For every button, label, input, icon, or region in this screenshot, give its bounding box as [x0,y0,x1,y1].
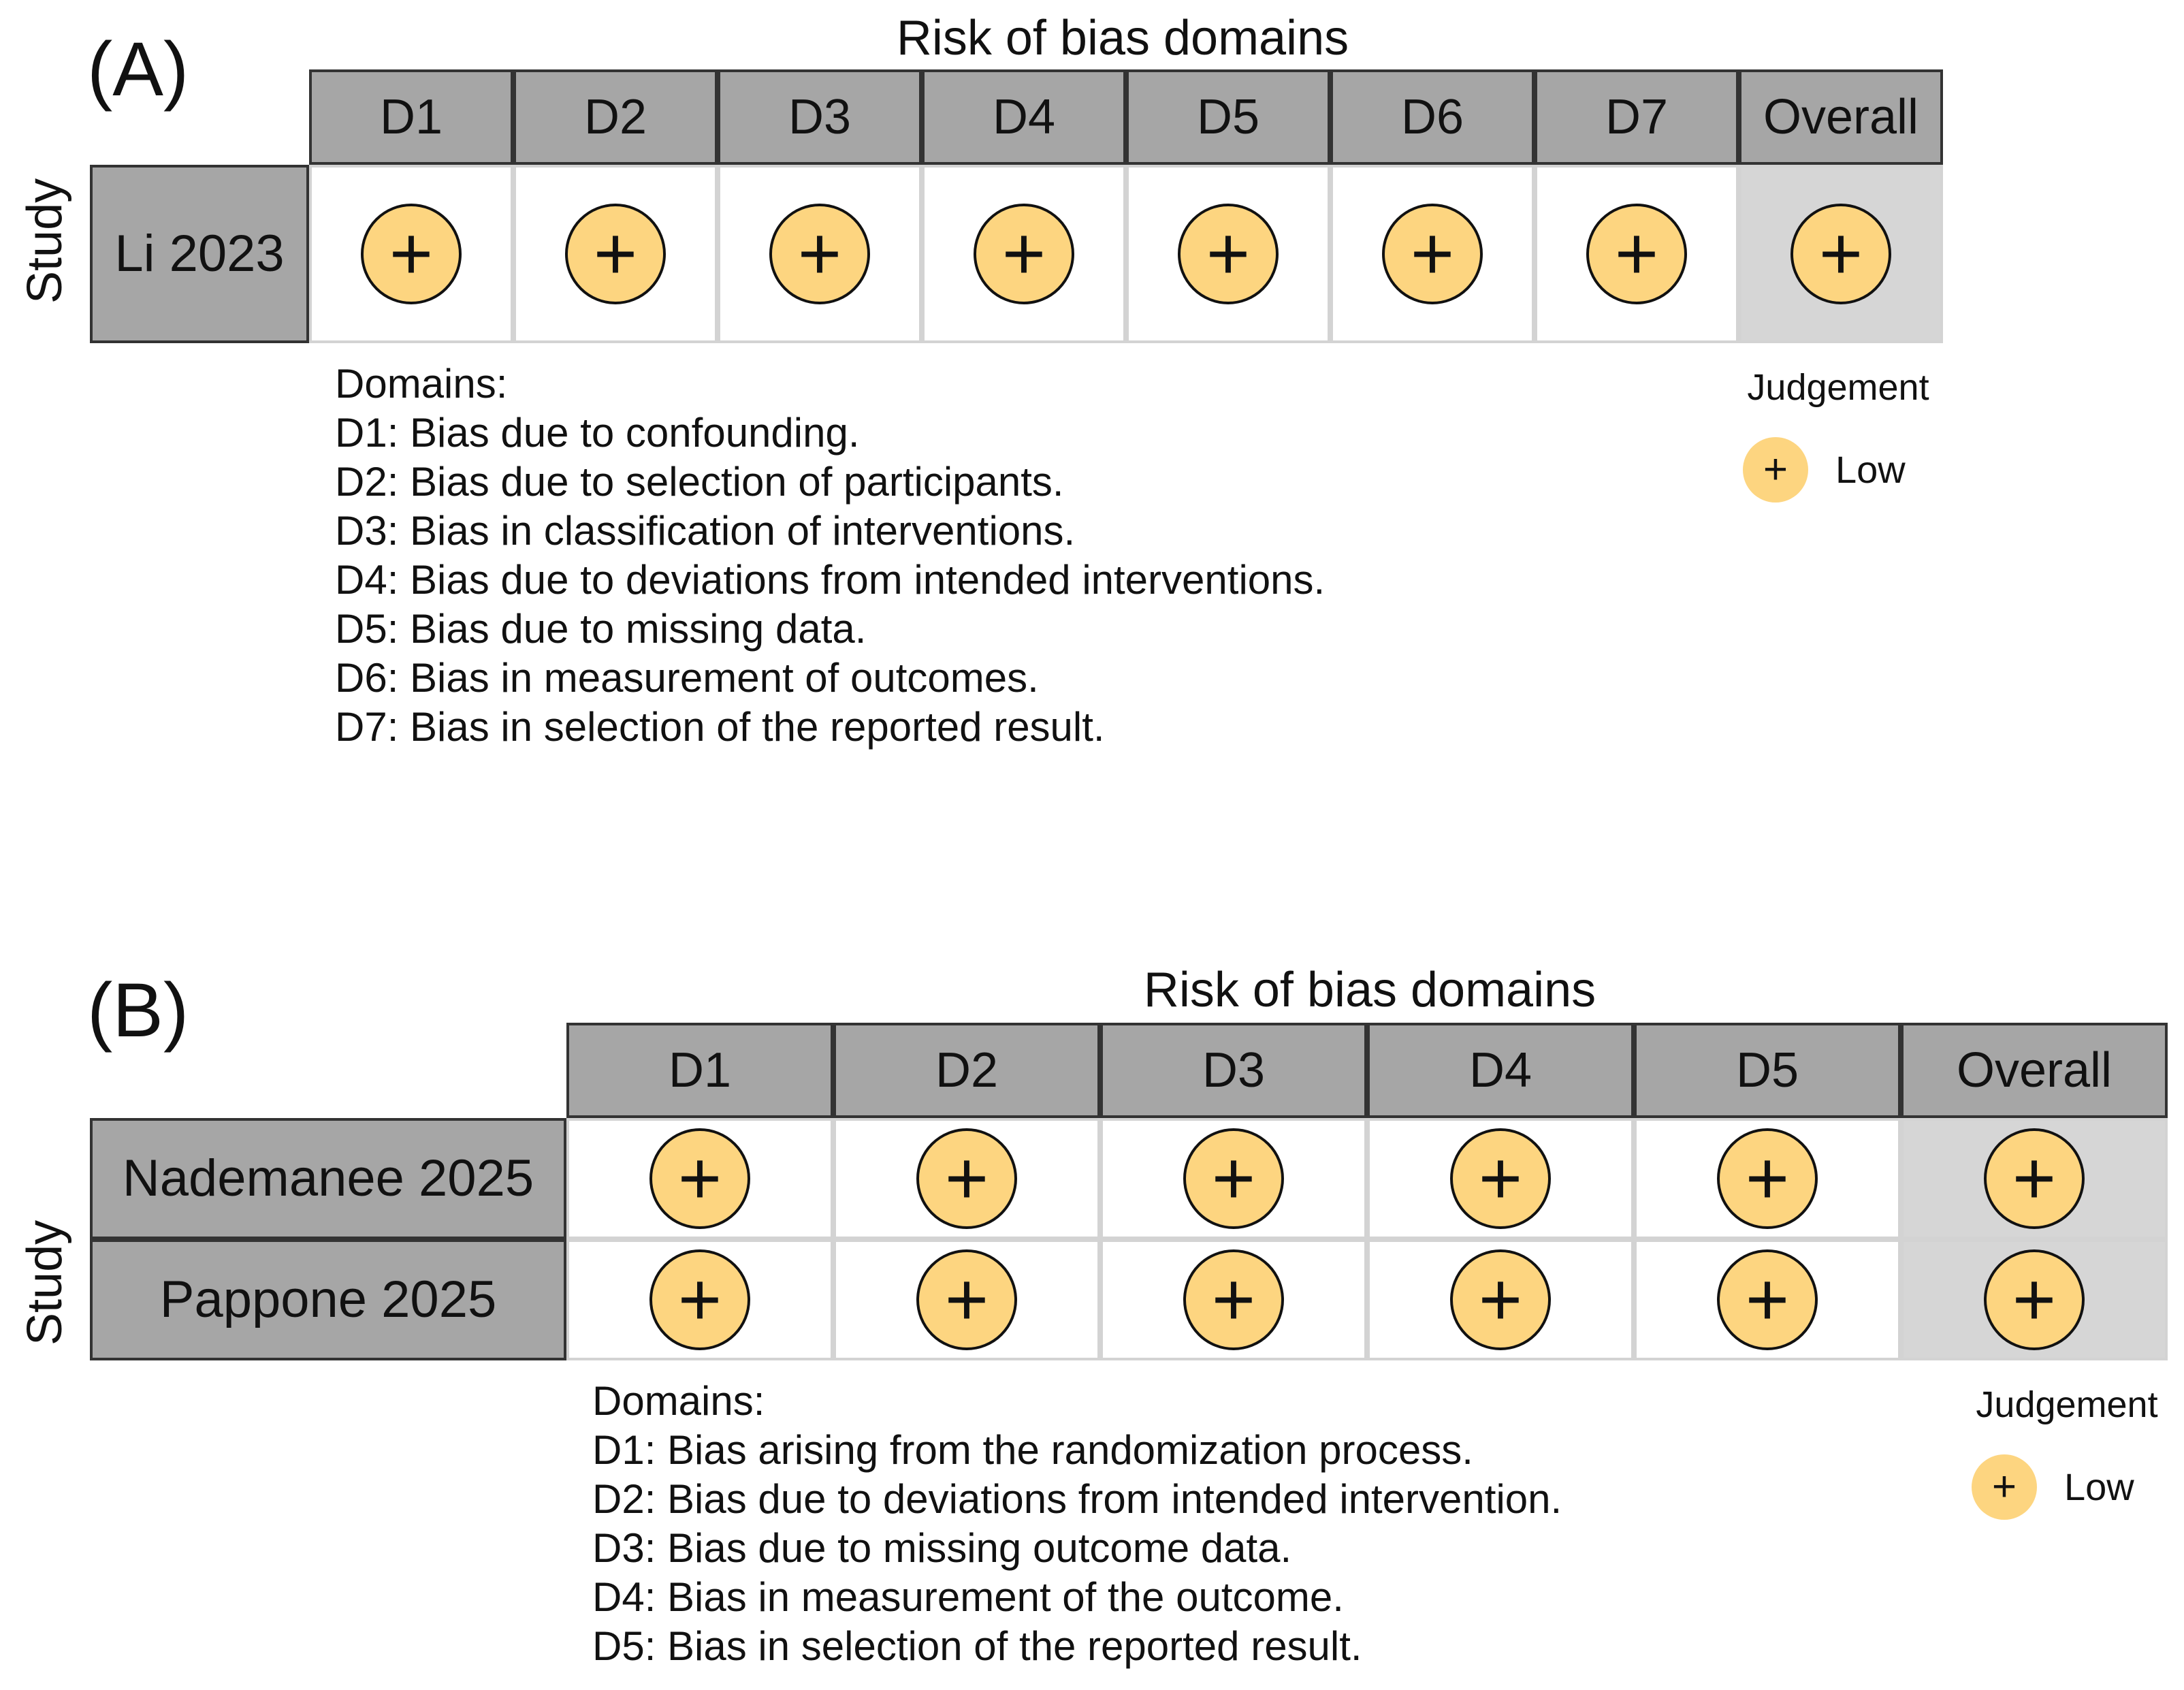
column-header-d2: D2 [833,1023,1100,1118]
judgement-cell [718,165,922,343]
low-risk-icon [1717,1249,1818,1350]
plus-icon: + [1001,212,1046,296]
plus-icon: + [677,1258,722,1341]
plus-icon: + [1614,212,1659,296]
plus-icon: + [389,212,434,296]
low-risk-icon [1178,204,1279,304]
domain-definition: D1: Bias arising from the randomization process. [592,1427,1473,1473]
legend-label-low: Low [2064,1465,2134,1508]
judgement-cell [1901,1118,2168,1239]
domain-definition: D4: Bias in measurement of the outcome. [592,1574,1344,1620]
domain-definition: D3: Bias in classification of interventions. [335,508,1076,554]
judgement-cell [1535,165,1739,343]
study-name: Nademanee 2025 [90,1118,566,1239]
legend-label-low: Low [1835,448,1906,491]
low-risk-icon [1984,1128,2085,1229]
panel-label: (B) [87,968,189,1053]
low-risk-icon [649,1128,750,1229]
domain-definition: D4: Bias due to deviations from intended interventions. [335,557,1326,603]
judgement-cell [922,165,1126,343]
low-risk-icon [974,204,1074,304]
low-risk-icon [361,204,462,304]
plus-icon: + [1410,212,1455,296]
domain-definition: D7: Bias in selection of the reported result. [335,704,1105,750]
plus-icon: + [944,1258,989,1341]
domains-legend [335,360,1325,752]
judgement-cell [1634,1239,1901,1360]
column-header-d4: D4 [1367,1023,1634,1118]
column-header-d5: D5 [1634,1023,1901,1118]
judgement-cell [833,1239,1100,1360]
column-header-overall: Overall [1901,1023,2168,1118]
judgement-cell [1100,1118,1367,1239]
plus-icon: + [593,212,638,296]
study-axis-label: Study [18,1219,72,1345]
column-header-d3: D3 [718,69,922,165]
column-header-overall: Overall [1739,69,1943,165]
low-risk-icon [565,204,666,304]
domain-definition: D3: Bias due to missing outcome data. [592,1525,1292,1571]
low-risk-icon [1183,1249,1284,1350]
domain-definition: D2: Bias due to selection of participants. [335,459,1064,505]
study-axis-label: Study [18,178,72,304]
plus-icon: + [1745,1136,1790,1220]
plus-icon: + [2012,1258,2057,1341]
judgement-cell [1367,1239,1634,1360]
domain-definition: D5: Bias in selection of the reported result. [592,1623,1362,1669]
plus-icon: + [677,1136,722,1220]
low-risk-icon [1382,204,1483,304]
low-risk-icon [649,1249,750,1350]
low-legend-swatch [1972,1454,2037,1520]
plus-icon: + [1478,1136,1523,1220]
plus-icon: + [1211,1136,1256,1220]
judgement-cell [833,1118,1100,1239]
low-risk-icon [1450,1128,1551,1229]
column-header-d2: D2 [513,69,718,165]
risk-of-bias-table [90,69,1942,343]
risk-of-bias-table [90,1023,2170,1360]
judgement-cell [566,1239,833,1360]
plus-icon: + [1763,446,1788,493]
low-risk-icon [1790,204,1891,304]
plus-icon: + [1478,1258,1523,1341]
low-risk-icon [1183,1128,1284,1229]
judgement-cell [309,165,513,343]
study-name: Li 2023 [90,165,309,343]
low-risk-icon [1984,1249,2085,1350]
judgement-cell [513,165,718,343]
plus-icon: + [1991,1463,2017,1510]
panel-label: (A) [87,27,189,112]
low-risk-icon [916,1128,1017,1229]
judgement-cell [1901,1239,2168,1360]
judgement-cell [1367,1118,1634,1239]
column-header-d1: D1 [566,1023,833,1118]
judgement-cell [1739,165,1943,343]
column-header-d6: D6 [1330,69,1535,165]
low-risk-icon [1586,204,1687,304]
chart-title: Risk of bias domains [896,11,1349,65]
judgement-cell [1100,1239,1367,1360]
column-header-d7: D7 [1535,69,1739,165]
legend-title: Judgement [1747,367,1929,408]
legend-title: Judgement [1976,1384,2158,1425]
low-risk-icon [1717,1128,1818,1229]
domain-definition: D1: Bias due to confounding. [335,410,860,456]
plus-icon: + [1745,1258,1790,1341]
domains-title: Domains: [592,1378,765,1424]
low-risk-icon [916,1249,1017,1350]
judgement-cell [1634,1118,1901,1239]
domain-definition: D5: Bias due to missing data. [335,606,867,652]
judgement-cell [1126,165,1330,343]
chart-title: Risk of bias domains [1143,963,1596,1017]
plus-icon: + [1206,212,1251,296]
judgement-cell [566,1118,833,1239]
column-header-d1: D1 [309,69,513,165]
plus-icon: + [1818,212,1863,296]
plus-icon: + [944,1136,989,1220]
domains-legend [592,1377,1562,1671]
panel-b [0,953,2184,1690]
study-name: Pappone 2025 [90,1239,566,1360]
judgement-cell [1330,165,1535,343]
column-header-d3: D3 [1100,1023,1367,1118]
low-risk-icon [769,204,870,304]
domain-definition: D6: Bias in measurement of outcomes. [335,655,1039,701]
plus-icon: + [1211,1258,1256,1341]
column-header-d5: D5 [1126,69,1330,165]
column-header-d4: D4 [922,69,1126,165]
plus-icon: + [2012,1136,2057,1220]
domain-definition: D2: Bias due to deviations from intended intervention. [592,1476,1562,1522]
plus-icon: + [797,212,842,296]
domains-title: Domains: [335,361,508,406]
low-legend-swatch [1743,437,1808,503]
low-risk-icon [1450,1249,1551,1350]
